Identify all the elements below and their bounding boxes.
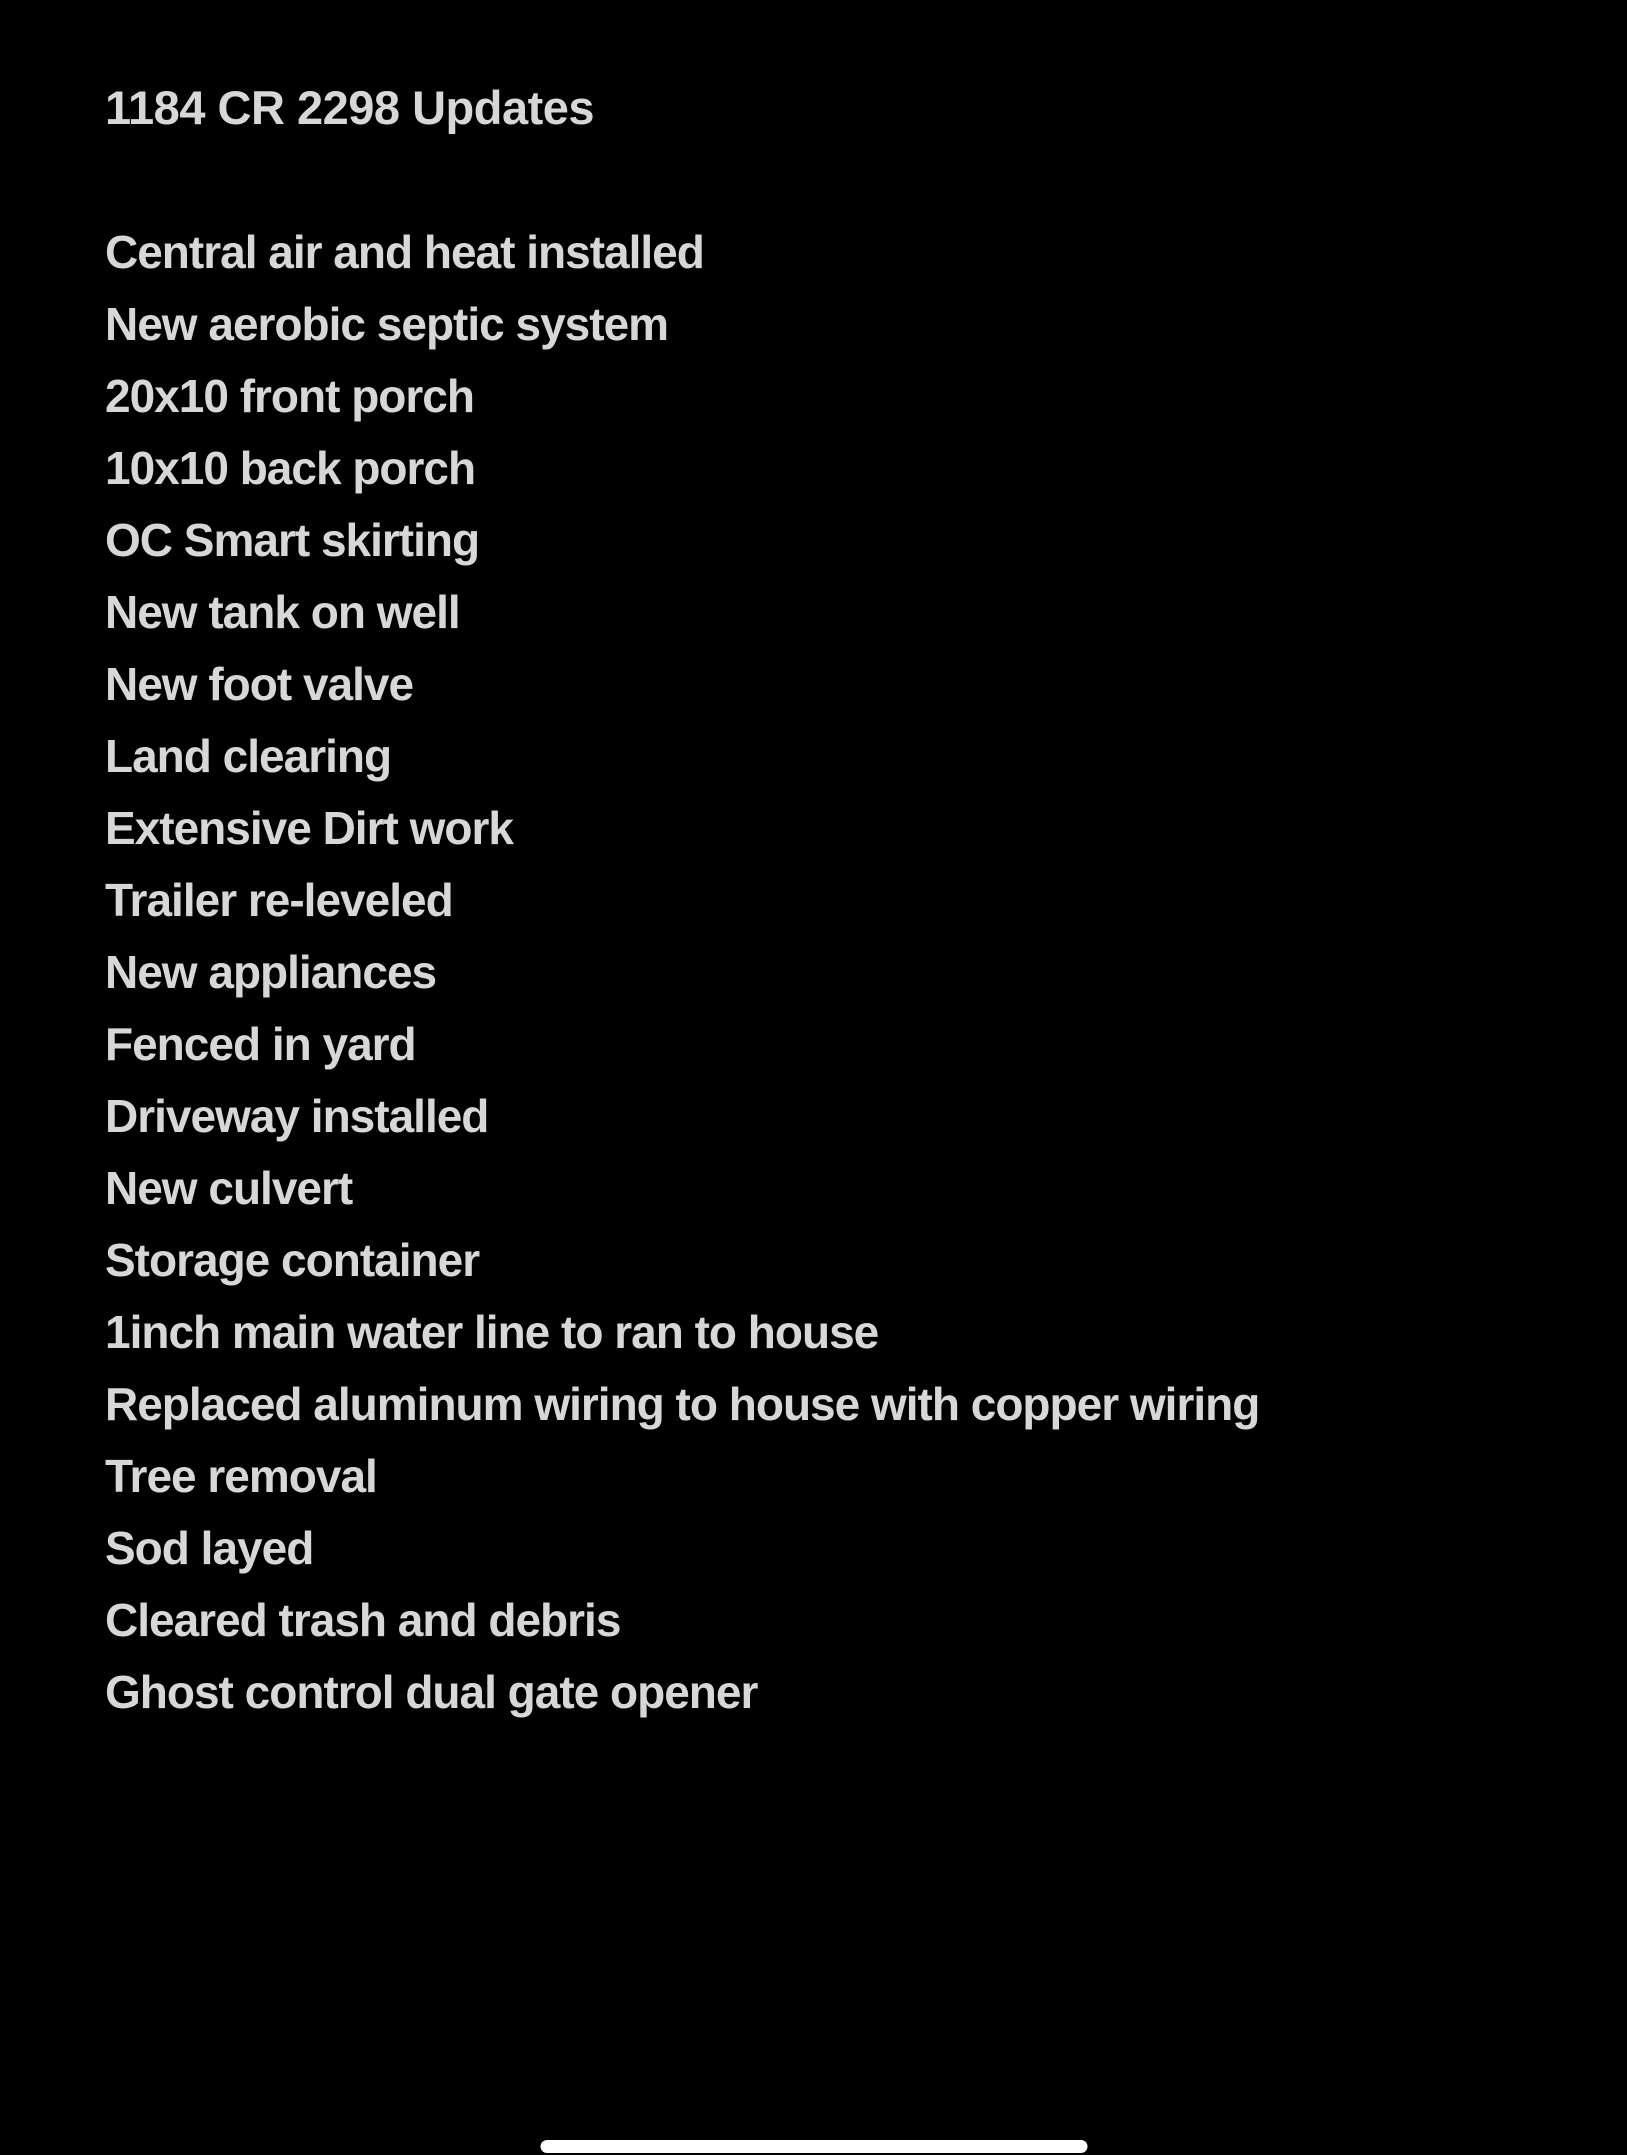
note-line: Ghost control dual gate opener	[105, 1666, 758, 1718]
note-line: OC Smart skirting	[105, 514, 480, 566]
note-line: Replaced aluminum wiring to house with copper wiring	[105, 1378, 1260, 1430]
note-line: Driveway installed	[105, 1090, 489, 1142]
note-line: 10x10 back porch	[105, 442, 476, 494]
note-line: New foot valve	[105, 658, 414, 710]
note-line: Central air and heat installed	[105, 226, 704, 278]
note-line: New culvert	[105, 1162, 353, 1214]
home-indicator-handle[interactable]	[540, 2140, 1087, 2153]
note-line: 1inch main water line to ran to house	[105, 1306, 879, 1358]
note-line: New appliances	[105, 946, 437, 998]
note-line: Fenced in yard	[105, 1018, 416, 1070]
note-line: Trailer re-leveled	[105, 874, 453, 926]
note-line: Storage container	[105, 1234, 480, 1286]
note-line: Tree removal	[105, 1450, 377, 1502]
note-line: New aerobic septic system	[105, 298, 669, 350]
updates-list	[105, 216, 1259, 1728]
note-line: 20x10 front porch	[105, 370, 474, 422]
note-line: Sod layed	[105, 1522, 314, 1574]
note-line: Land clearing	[105, 730, 392, 782]
note-line: Cleared trash and debris	[105, 1594, 621, 1646]
note-title: 1184 CR 2298 Updates	[105, 81, 595, 134]
note-line: New tank on well	[105, 586, 460, 638]
note-line: Extensive Dirt work	[105, 802, 513, 854]
